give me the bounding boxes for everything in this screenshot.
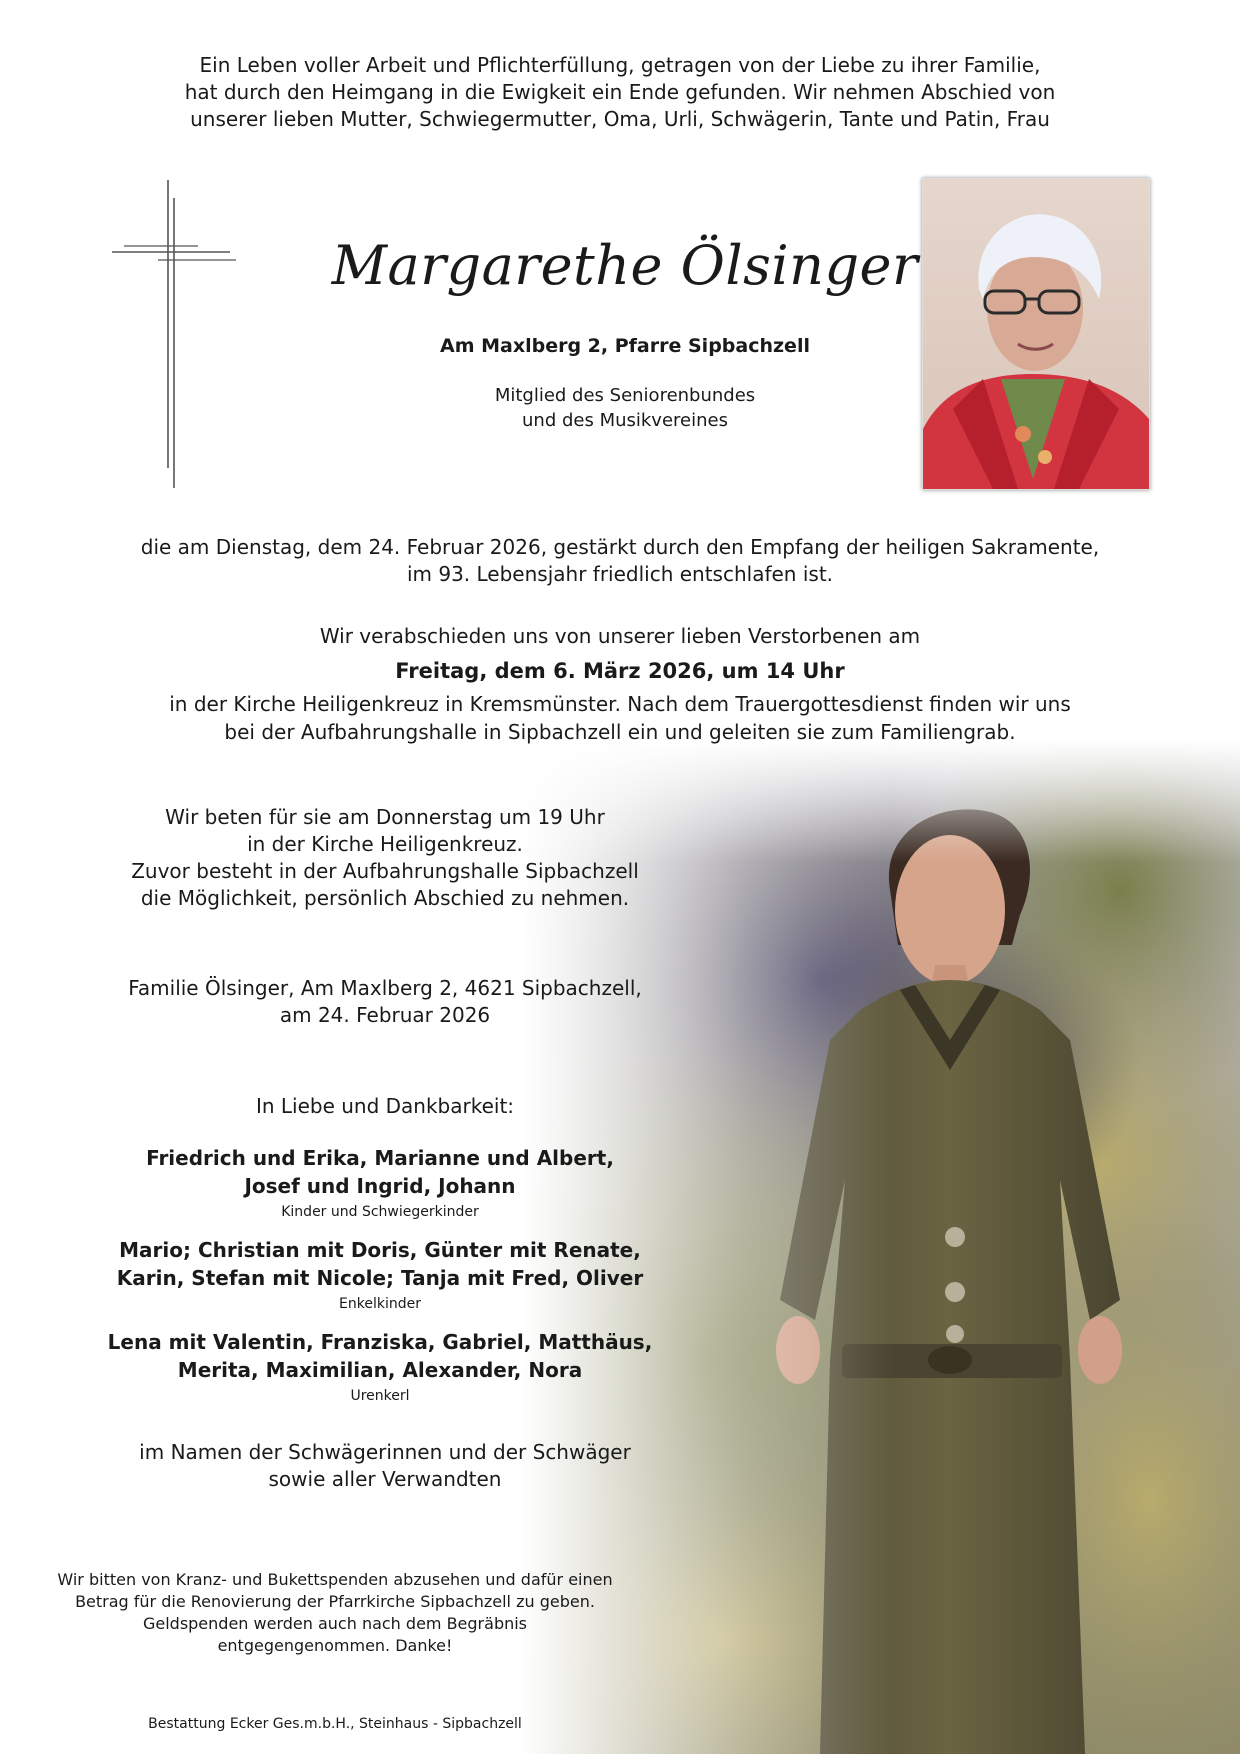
intro-text — [100, 52, 1140, 133]
mourner-role: Urenkerl — [350, 1388, 410, 1404]
relatives-line-2: sowie aller Verwandten — [268, 1467, 502, 1491]
mourner-names-line-1: Mario; Christian mit Doris, Günter mit Renate, — [119, 1238, 641, 1262]
membership-line-2: und des Musikvereines — [522, 410, 728, 431]
mourner-group-great-grandchildren — [60, 1328, 700, 1406]
death-line-2: im 93. Lebensjahr friedlich entschlafen ist. — [406, 562, 834, 586]
donation-line-1: Wir bitten von Kranz- und Bukettspenden abzusehen und dafür einen — [57, 1570, 613, 1589]
death-line-1: die am Dienstag, dem 24. Februar 2026, gestärkt durch den Empfang der heiligen Sakramente, — [140, 535, 1100, 559]
thanks-heading: In Liebe und Dankbarkeit: — [255, 1094, 515, 1118]
donation-line-4: entgegengenommen. Danke! — [217, 1636, 453, 1655]
funeral-place-line-2: bei der Aufbahrungshalle in Sipbachzell ein und geleiten sie zum Familiengrab. — [224, 720, 1016, 744]
cross-icon — [108, 178, 238, 490]
mourner-names-line-1: Friedrich und Erika, Marianne und Albert, — [146, 1146, 614, 1170]
intro-line-2: hat durch den Heimgang in die Ewigkeit ein Ende gefunden. Wir nehmen Abschied von — [184, 80, 1056, 104]
funeral-place — [110, 690, 1130, 746]
mourner-group-grandchildren — [60, 1236, 700, 1314]
family-address-line-2: am 24. Februar 2026 — [279, 1003, 491, 1027]
intro-line-1: Ein Leben voller Arbeit und Pflichterfüllung, getragen von der Liebe zu ihrer Familie, — [199, 53, 1041, 77]
funeral-date: Freitag, dem 6. März 2026, um 14 Uhr — [395, 659, 845, 683]
mourner-names-line-1: Lena mit Valentin, Franziska, Gabriel, Matthäus, — [107, 1330, 653, 1354]
donation-line-3: Geldspenden werden auch nach dem Begräbnis — [142, 1614, 528, 1633]
prayer-info — [85, 804, 685, 912]
death-notice — [110, 534, 1130, 588]
deceased-address: Am Maxlberg 2, Pfarre Sipbachzell — [440, 335, 810, 357]
mourner-role: Enkelkinder — [339, 1296, 421, 1312]
portrait-photo — [922, 178, 1150, 490]
funeral-place-line-1: in der Kirche Heiligenkreuz in Kremsmünster. Nach dem Trauergottesdienst finden wir uns — [169, 692, 1071, 716]
donation-request — [30, 1569, 640, 1657]
deceased-name: Margarethe Ölsinger — [331, 234, 919, 297]
mourner-group-children — [60, 1144, 700, 1222]
undertaker-credit: Bestattung Ecker Ges.m.b.H., Steinhaus - Sipbachzell — [148, 1716, 522, 1732]
intro-line-3: unserer lieben Mutter, Schwiegermutter, Oma, Urli, Schwägerin, Tante und Patin, Frau — [190, 107, 1050, 131]
mourner-names-line-2: Merita, Maximilian, Alexander, Nora — [177, 1358, 583, 1382]
membership-info — [390, 383, 860, 433]
prayer-line-2: in der Kirche Heiligenkreuz. — [247, 832, 523, 856]
farewell-intro: Wir verabschieden uns von unserer lieben Verstorbenen am — [319, 624, 921, 648]
prayer-line-3: Zuvor besteht in der Aufbahrungshalle Sipbachzell — [131, 859, 639, 883]
relatives-line-1: im Namen der Schwägerinnen und der Schwäger — [139, 1440, 631, 1464]
mourner-role: Kinder und Schwiegerkinder — [281, 1204, 479, 1220]
family-address — [85, 975, 685, 1029]
membership-line-1: Mitglied des Seniorenbundes — [494, 385, 756, 406]
mourner-names-line-2: Karin, Stefan mit Nicole; Tanja mit Fred, Oliver — [116, 1266, 644, 1290]
mourner-names-line-2: Josef und Ingrid, Johann — [244, 1174, 516, 1198]
donation-line-2: Betrag für die Renovierung der Pfarrkirche Sipbachzell zu geben. — [75, 1592, 595, 1611]
prayer-line-1: Wir beten für sie am Donnerstag um 19 Uhr — [165, 805, 605, 829]
family-address-line-1: Familie Ölsinger, Am Maxlberg 2, 4621 Sipbachzell, — [128, 976, 642, 1000]
relatives-text — [85, 1439, 685, 1493]
prayer-line-4: die Möglichkeit, persönlich Abschied zu nehmen. — [140, 886, 630, 910]
